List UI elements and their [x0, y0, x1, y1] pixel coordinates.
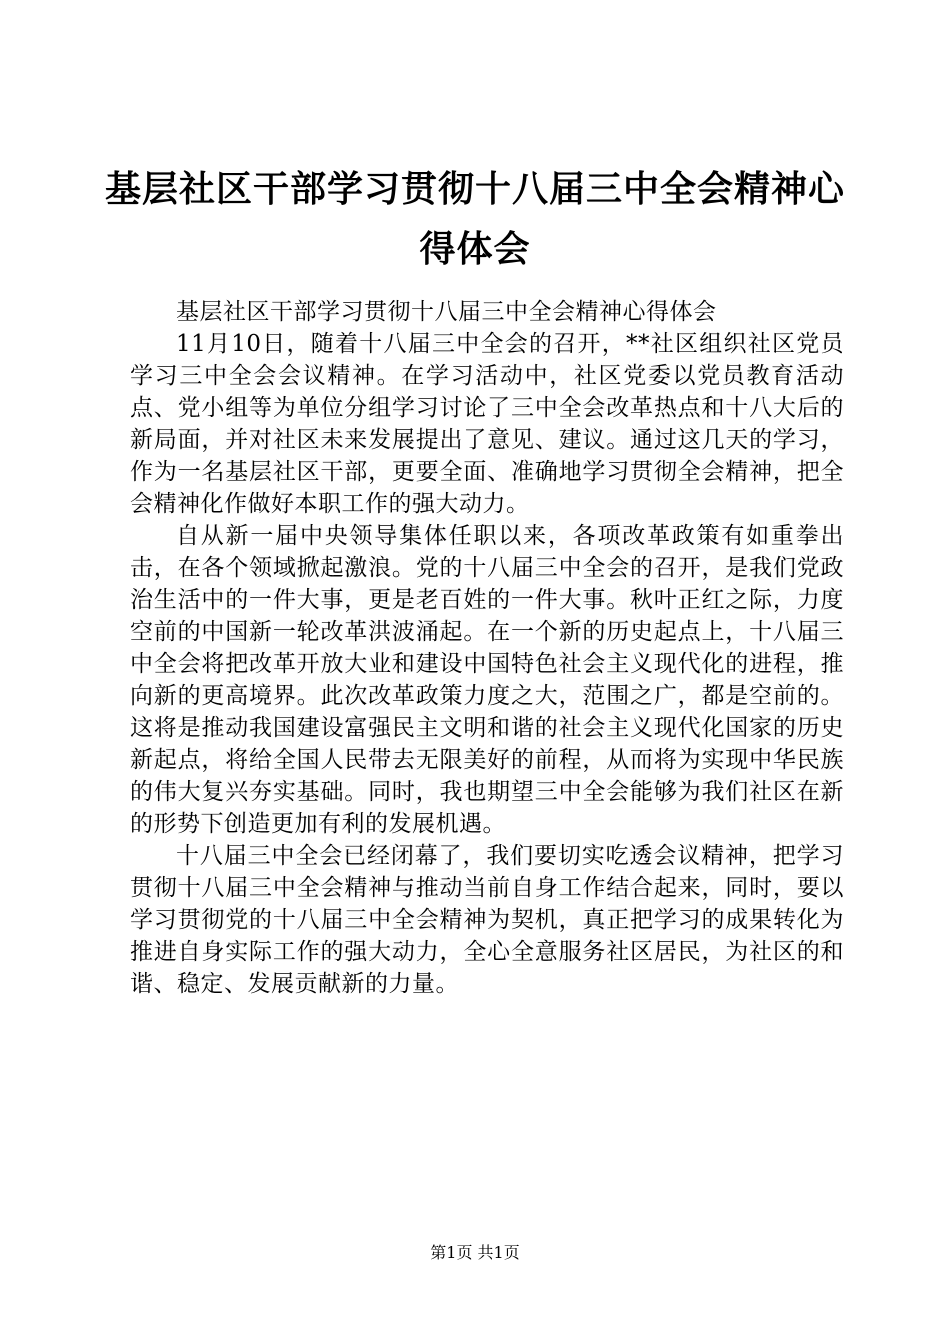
document-title: 基层社区干部学习贯彻十八届三中全会精神心得体会: [104, 169, 845, 270]
paragraph-subtitle: 基层社区干部学习贯彻十八届三中全会精神心得体会: [176, 299, 717, 325]
paragraph-3: 十八届三中全会已经闭幕了，我们要切实吃透会议精神，把学习贯彻十八届三中全会精神与推动当前自身工作结合起来，同时，要以学习贯彻党的十八届三中全会精神为契机，真正把学习的成果转化为推进自身实际工作的强大动力，全心全意服务社区居民，为社区的和谐、稳定、发展贡献新的力量。: [130, 843, 844, 997]
document-body: [130, 296, 844, 1000]
paragraph-2: 自从新一届中央领导集体任职以来，各项改革政策有如重拳出击，在各个领域掀起激浪。党的十八届三中全会的召开，是我们党政治生活中的一件大事，更是老百姓的一件大事。秋叶正红之际，力度空前的中国新一轮改革洪波涌起。在一个新的历史起点上，十八届三中全会将把改革开放大业和建设中国特色社会主义现代化的进程，推向新的更高境界。此次改革政策力度之大，范围之广，都是空前的。这将是推动我国建设富强民主文明和谐的社会主义现代化国家的历史新起点，将给全国人民带去无限美好的前程，从而将为实现中华民族的伟大复兴夯实基础。同时，我也期望三中全会能够为我们社区在新的形势下创造更加有利的发展机遇。: [130, 523, 844, 837]
page-footer: 第1页 共1页: [430, 1243, 520, 1262]
paragraph-1: 11月10日，随着十八届三中全会的召开，**社区组织社区党员学习三中全会会议精神。在学习活动中，社区党委以党员教育活动点、党小组等为单位分组学习讨论了三中全会改革热点和十八大后的新局面，并对社区未来发展提出了意见、建议。通过这几天的学习，作为一名基层社区干部，更要全面、准确地学习贯彻全会精神，把全会精神化作做好本职工作的强大动力。: [130, 331, 844, 517]
